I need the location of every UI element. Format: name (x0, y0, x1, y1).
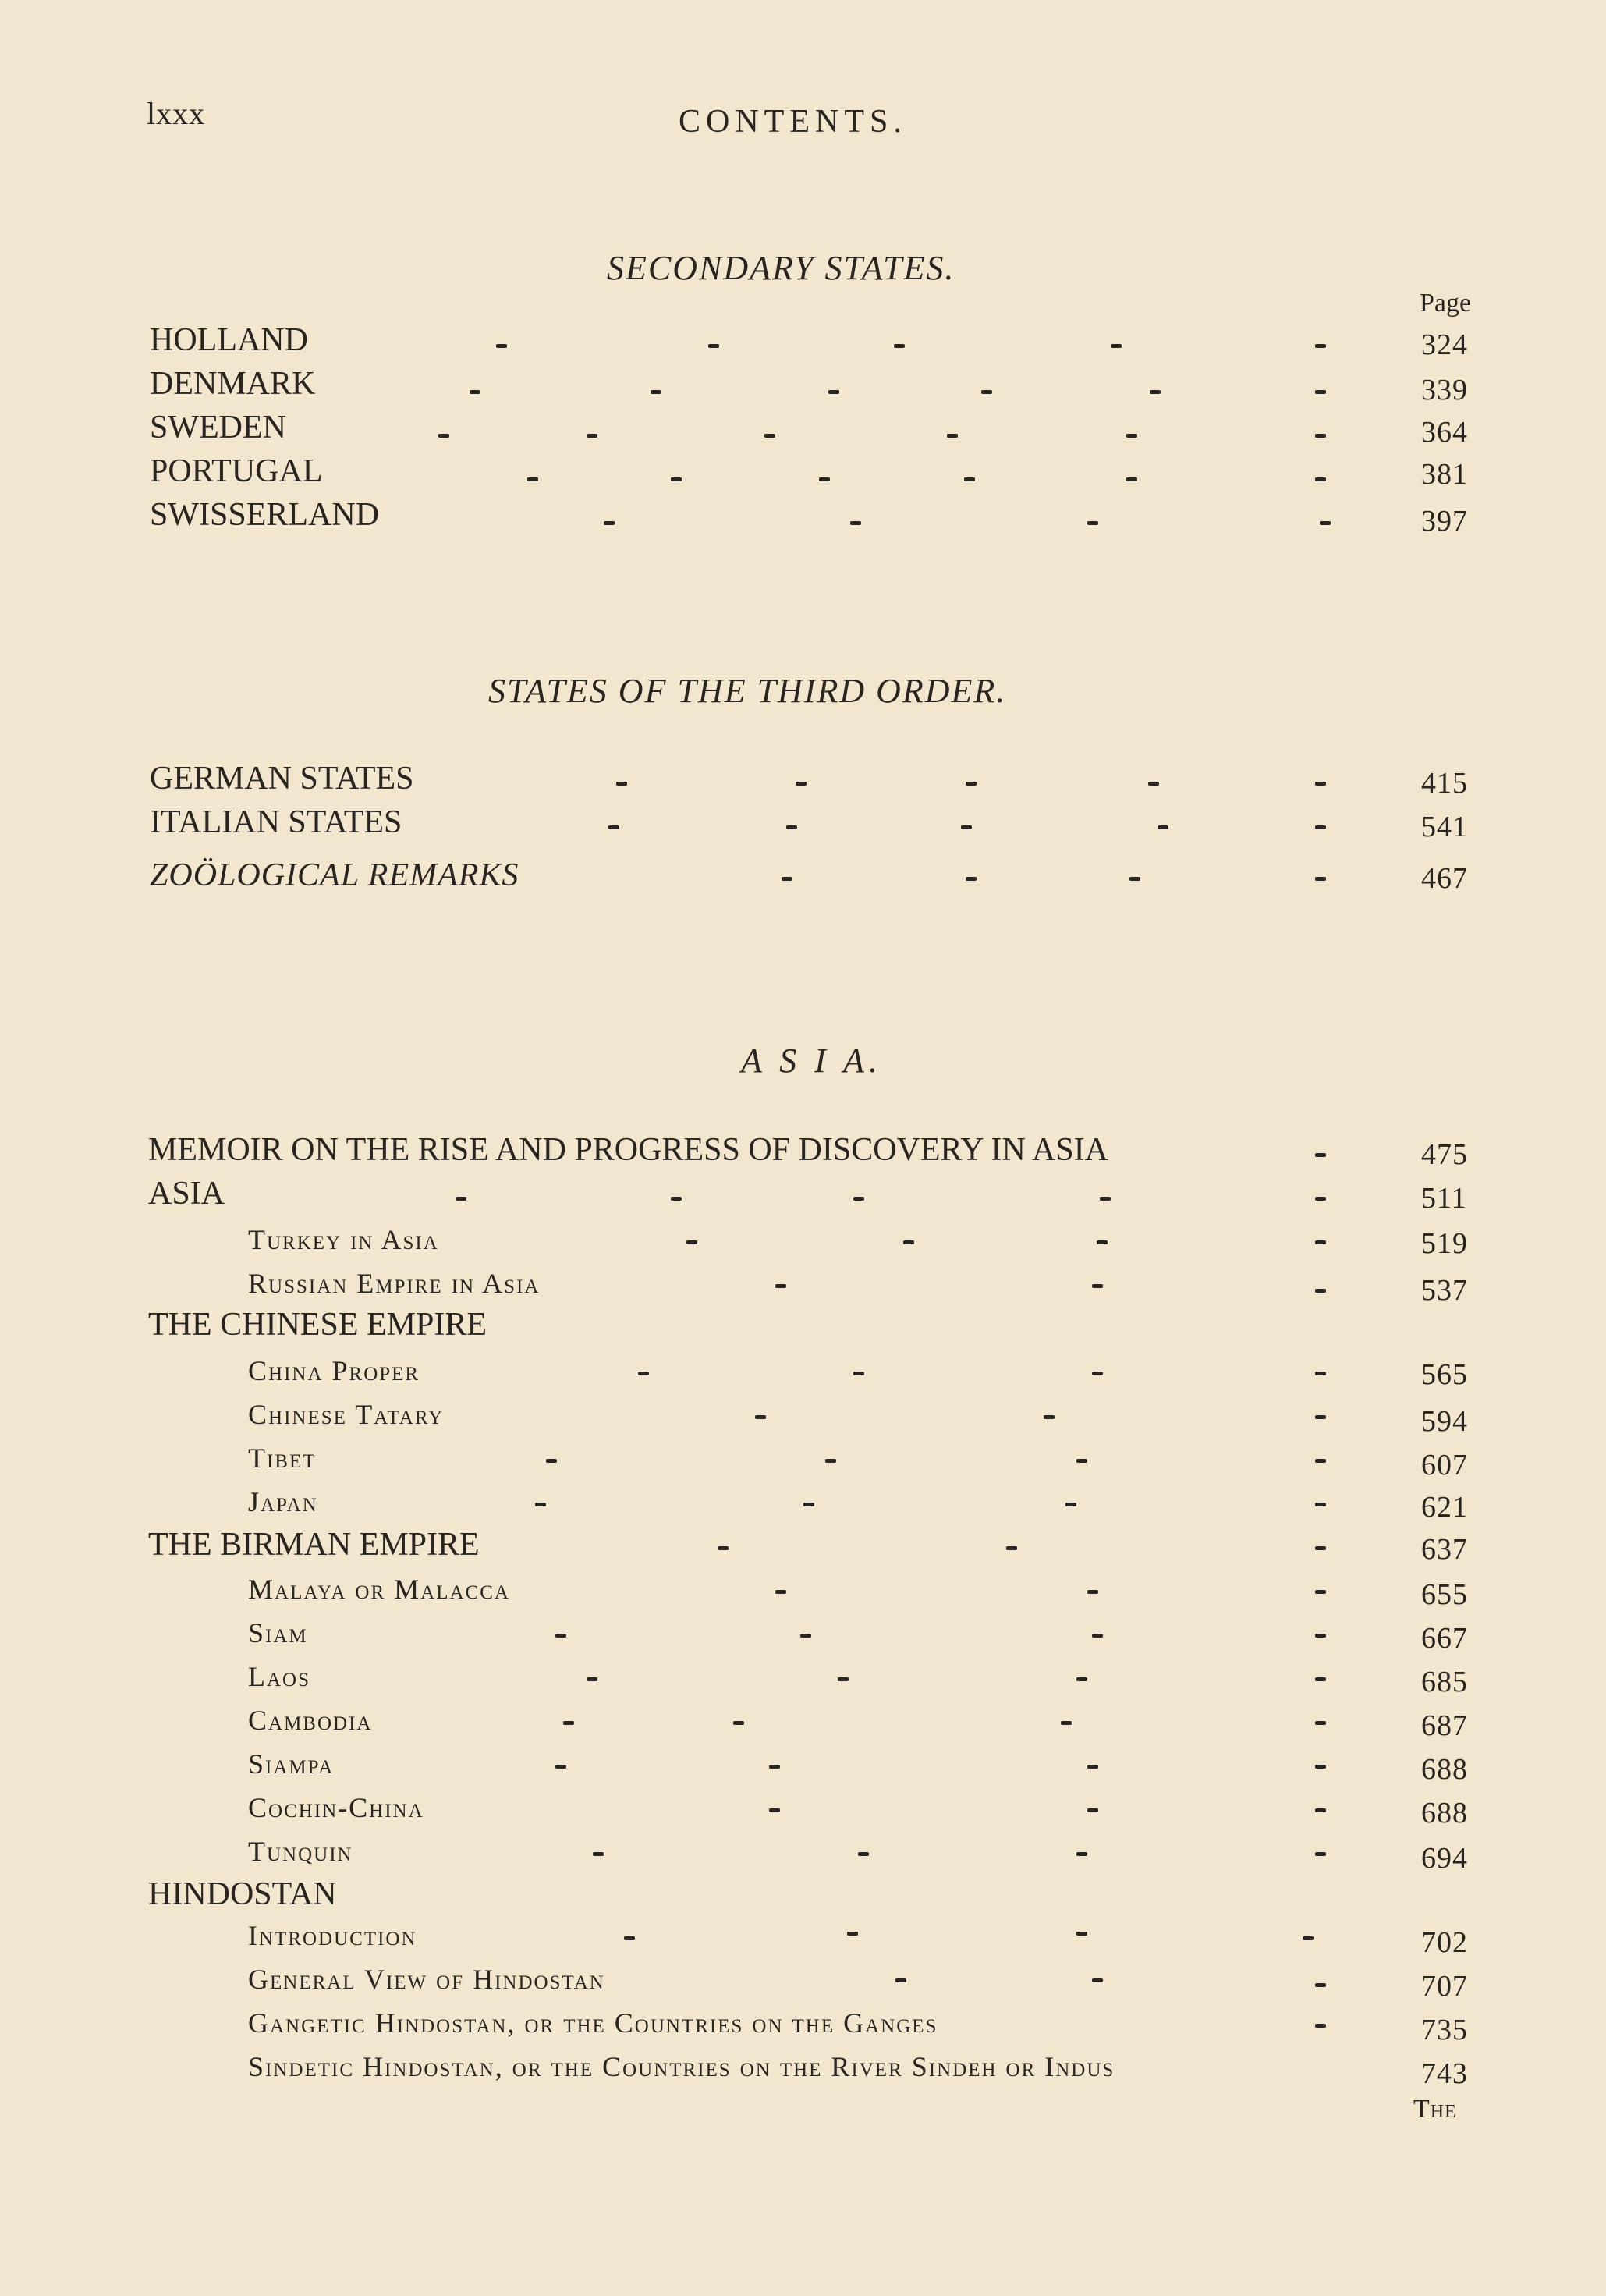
leader-dash (947, 434, 958, 438)
leader-dash (624, 1936, 635, 1940)
leader-dash (1315, 1808, 1326, 1812)
leader-dash (786, 825, 797, 829)
leader-dash (563, 1721, 574, 1725)
leader-dash (1315, 1372, 1326, 1375)
leader-dash (1092, 1634, 1103, 1638)
toc-entry-asia: ASIA (148, 1176, 225, 1212)
leader-dash (1092, 1372, 1103, 1375)
leader-dash (1315, 1503, 1326, 1506)
toc-page-siampa: 688 (1421, 1753, 1468, 1786)
leader-dash (1097, 1240, 1108, 1244)
leader-dash (608, 825, 619, 829)
leader-dash (616, 782, 627, 786)
leader-dash (555, 1765, 566, 1769)
leader-dash (1044, 1415, 1055, 1419)
toc-entry-turkey-in-asia: Turkey in Asia (248, 1224, 439, 1255)
leader-dash (1092, 1284, 1103, 1288)
leader-dash (1315, 825, 1326, 829)
leader-dash (850, 521, 861, 525)
leader-dash (796, 782, 807, 786)
leader-dash (800, 1634, 811, 1638)
leader-dash (764, 434, 775, 438)
leader-dash (1315, 782, 1326, 786)
leader-dash (755, 1415, 766, 1419)
toc-page-tibet: 607 (1421, 1449, 1468, 1482)
toc-page-memoir: 475 (1421, 1138, 1468, 1171)
leader-dash (1315, 1634, 1326, 1638)
leader-dash (1092, 1978, 1103, 1982)
leader-dash (847, 1932, 858, 1936)
leader-dash (1315, 1197, 1326, 1201)
leader-dash (1100, 1197, 1111, 1201)
toc-entry-tunquin: Tunquin (248, 1836, 353, 1867)
leader-dash (1065, 1503, 1076, 1506)
leader-dash (1061, 1721, 1072, 1725)
toc-page-laos: 685 (1421, 1666, 1468, 1698)
toc-entry-malaya-or-malacca: Malaya or Malacca (248, 1574, 510, 1605)
leader-dash (470, 390, 480, 394)
toc-entry-italian-states: ITALIAN STATES (150, 804, 402, 840)
leader-dash (1087, 1765, 1098, 1769)
leader-dash (782, 877, 792, 881)
leader-dash (718, 1546, 729, 1550)
leader-dash (438, 434, 449, 438)
toc-page-chinese-tatary: 594 (1421, 1405, 1468, 1438)
leader-dash (555, 1634, 566, 1638)
toc-entry-general-view-of-hindostan: General View of Hindostan (248, 1964, 605, 1995)
leader-dash (961, 825, 972, 829)
toc-page-sweden: 364 (1421, 416, 1468, 449)
toc-entry-cochin-china: Cochin-China (248, 1792, 424, 1823)
leader-dash (1303, 1936, 1314, 1940)
leader-dash (828, 390, 839, 394)
leader-dash (1129, 877, 1140, 881)
toc-page-gangetic-hindostan: 735 (1421, 2014, 1468, 2046)
leader-dash (964, 477, 975, 481)
leader-dash (966, 877, 977, 881)
leader-dash (1315, 434, 1326, 438)
toc-entry-chinese-empire: THE CHINESE EMPIRE (148, 1307, 487, 1343)
toc-page-swisserland: 397 (1421, 505, 1468, 538)
leader-dash (1315, 1590, 1326, 1594)
leader-dash (1087, 1590, 1098, 1594)
toc-page-cochin-china: 688 (1421, 1797, 1468, 1829)
section-heading-secondary: SECONDARY STATES. (607, 249, 955, 287)
toc-entry-german-states: GERMAN STATES (150, 761, 414, 797)
leader-dash (853, 1372, 864, 1375)
catchword: The (1413, 2095, 1457, 2124)
leader-dash (456, 1197, 466, 1201)
leader-dash (1315, 1153, 1326, 1157)
leader-dash (733, 1721, 744, 1725)
leader-dash (593, 1852, 604, 1856)
leader-dash (1315, 344, 1326, 348)
toc-page-tunquin: 694 (1421, 1842, 1468, 1875)
toc-page-birman-empire: 637 (1421, 1533, 1468, 1566)
toc-entry-portugal: PORTUGAL (150, 453, 323, 489)
leader-dash (894, 344, 905, 348)
leader-dash (895, 1978, 906, 1982)
leader-dash (708, 344, 719, 348)
toc-page-introduction: 702 (1421, 1926, 1468, 1959)
leader-dash (825, 1459, 836, 1463)
leader-dash (1315, 1415, 1326, 1419)
leader-dash (1126, 434, 1137, 438)
leader-dash (587, 1677, 597, 1681)
toc-entry-siam: Siam (248, 1617, 308, 1648)
leader-dash (671, 1197, 682, 1201)
leader-dash (1320, 521, 1331, 525)
leader-dash (638, 1372, 649, 1375)
leader-dash (769, 1765, 780, 1769)
toc-page-sindetic-hindostan: 743 (1421, 2057, 1468, 2090)
leader-dash (1315, 2024, 1326, 2028)
toc-entry-cambodia: Cambodia (248, 1705, 373, 1736)
toc-entry-holland: HOLLAND (150, 322, 308, 358)
leader-dash (1148, 782, 1159, 786)
toc-entry-introduction: Introduction (248, 1920, 417, 1951)
leader-dash (1006, 1546, 1017, 1550)
toc-entry-birman-empire: THE BIRMAN EMPIRE (148, 1527, 480, 1563)
leader-dash (1087, 521, 1098, 525)
toc-entry-sindetic-hindostan: Sindetic Hindostan, or the Countries on the River Sindeh or Indus (248, 2051, 1115, 2082)
leader-dash (803, 1503, 814, 1506)
section-heading-third-order: STATES OF THE THIRD ORDER. (488, 672, 1007, 710)
leader-dash (535, 1503, 546, 1506)
section-heading-asia: A S I A. (741, 1042, 882, 1080)
leader-dash (1315, 390, 1326, 394)
toc-page-holland: 324 (1421, 328, 1468, 361)
toc-page-asia: 511 (1421, 1182, 1467, 1215)
leader-dash (1076, 1932, 1087, 1936)
leader-dash (1111, 344, 1122, 348)
toc-entry-gangetic-hindostan: Gangetic Hindostan, or the Countries on the Ganges (248, 2007, 938, 2039)
leader-dash (853, 1197, 864, 1201)
leader-dash (1315, 1240, 1326, 1244)
toc-page-turkey-in-asia: 519 (1421, 1227, 1468, 1260)
leader-dash (1315, 1852, 1326, 1856)
toc-page-general-view-of-hindostan: 707 (1421, 1970, 1468, 2003)
leader-dash (546, 1459, 557, 1463)
leader-dash (1315, 1765, 1326, 1769)
leader-dash (587, 434, 597, 438)
leader-dash (858, 1852, 869, 1856)
toc-page-china-proper: 565 (1421, 1358, 1468, 1391)
toc-page-german-states: 415 (1421, 767, 1468, 800)
leader-dash (686, 1240, 697, 1244)
leader-dash (1076, 1677, 1087, 1681)
toc-entry-zoological-remarks: ZOÖLOGICAL REMARKS (150, 857, 519, 893)
leader-dash (1315, 877, 1326, 881)
leader-dash (1315, 1721, 1326, 1725)
leader-dash (496, 344, 507, 348)
leader-dash (981, 390, 992, 394)
toc-entry-sweden: SWEDEN (150, 410, 286, 445)
leader-dash (1158, 825, 1168, 829)
toc-entry-memoir: MEMOIR ON THE RISE AND PROGRESS OF DISCOVERY IN ASIA (148, 1132, 1109, 1168)
leader-dash (527, 477, 538, 481)
page-number: lxxx (147, 96, 206, 131)
page-column-label: Page (1420, 289, 1472, 318)
toc-entry-tibet: Tibet (248, 1443, 317, 1474)
leader-dash (1150, 390, 1161, 394)
leader-dash (1315, 1289, 1326, 1293)
leader-dash (604, 521, 615, 525)
leader-dash (1315, 477, 1326, 481)
toc-page-japan: 621 (1421, 1491, 1468, 1524)
toc-entry-laos: Laos (248, 1661, 311, 1692)
toc-entry-swisserland: SWISSERLAND (150, 497, 380, 533)
toc-entry-hindostan: HINDOSTAN (148, 1876, 337, 1912)
leader-dash (1126, 477, 1137, 481)
toc-page-italian-states: 541 (1421, 811, 1468, 843)
leader-dash (819, 477, 830, 481)
leader-dash (1315, 1459, 1326, 1463)
toc-entry-denmark: DENMARK (150, 366, 316, 402)
leader-dash (1087, 1808, 1098, 1812)
leader-dash (775, 1284, 786, 1288)
leader-dash (651, 390, 661, 394)
leader-dash (1315, 1546, 1326, 1550)
leader-dash (1315, 1983, 1326, 1987)
leader-dash (671, 477, 682, 481)
toc-page-denmark: 339 (1421, 374, 1468, 406)
toc-page-malaya-or-malacca: 655 (1421, 1578, 1468, 1611)
leader-dash (1076, 1459, 1087, 1463)
toc-entry-russian-empire-in-asia: Russian Empire in Asia (248, 1268, 541, 1299)
toc-page-siam: 667 (1421, 1622, 1468, 1655)
toc-page-cambodia: 687 (1421, 1709, 1468, 1742)
leader-dash (966, 782, 977, 786)
leader-dash (769, 1808, 780, 1812)
page-title: CONTENTS. (679, 104, 907, 140)
leader-dash (838, 1677, 849, 1681)
leader-dash (1076, 1852, 1087, 1856)
leader-dash (775, 1590, 786, 1594)
toc-page-russian-empire-in-asia: 537 (1421, 1274, 1468, 1307)
toc-page-portugal: 381 (1421, 458, 1468, 491)
toc-entry-japan: Japan (248, 1486, 318, 1517)
leader-dash (1315, 1677, 1326, 1681)
toc-entry-siampa: Siampa (248, 1748, 335, 1780)
leader-dash (903, 1240, 914, 1244)
toc-page-zoological-remarks: 467 (1421, 862, 1468, 895)
toc-entry-chinese-tatary: Chinese Tatary (248, 1399, 445, 1430)
toc-entry-china-proper: China Proper (248, 1355, 420, 1386)
